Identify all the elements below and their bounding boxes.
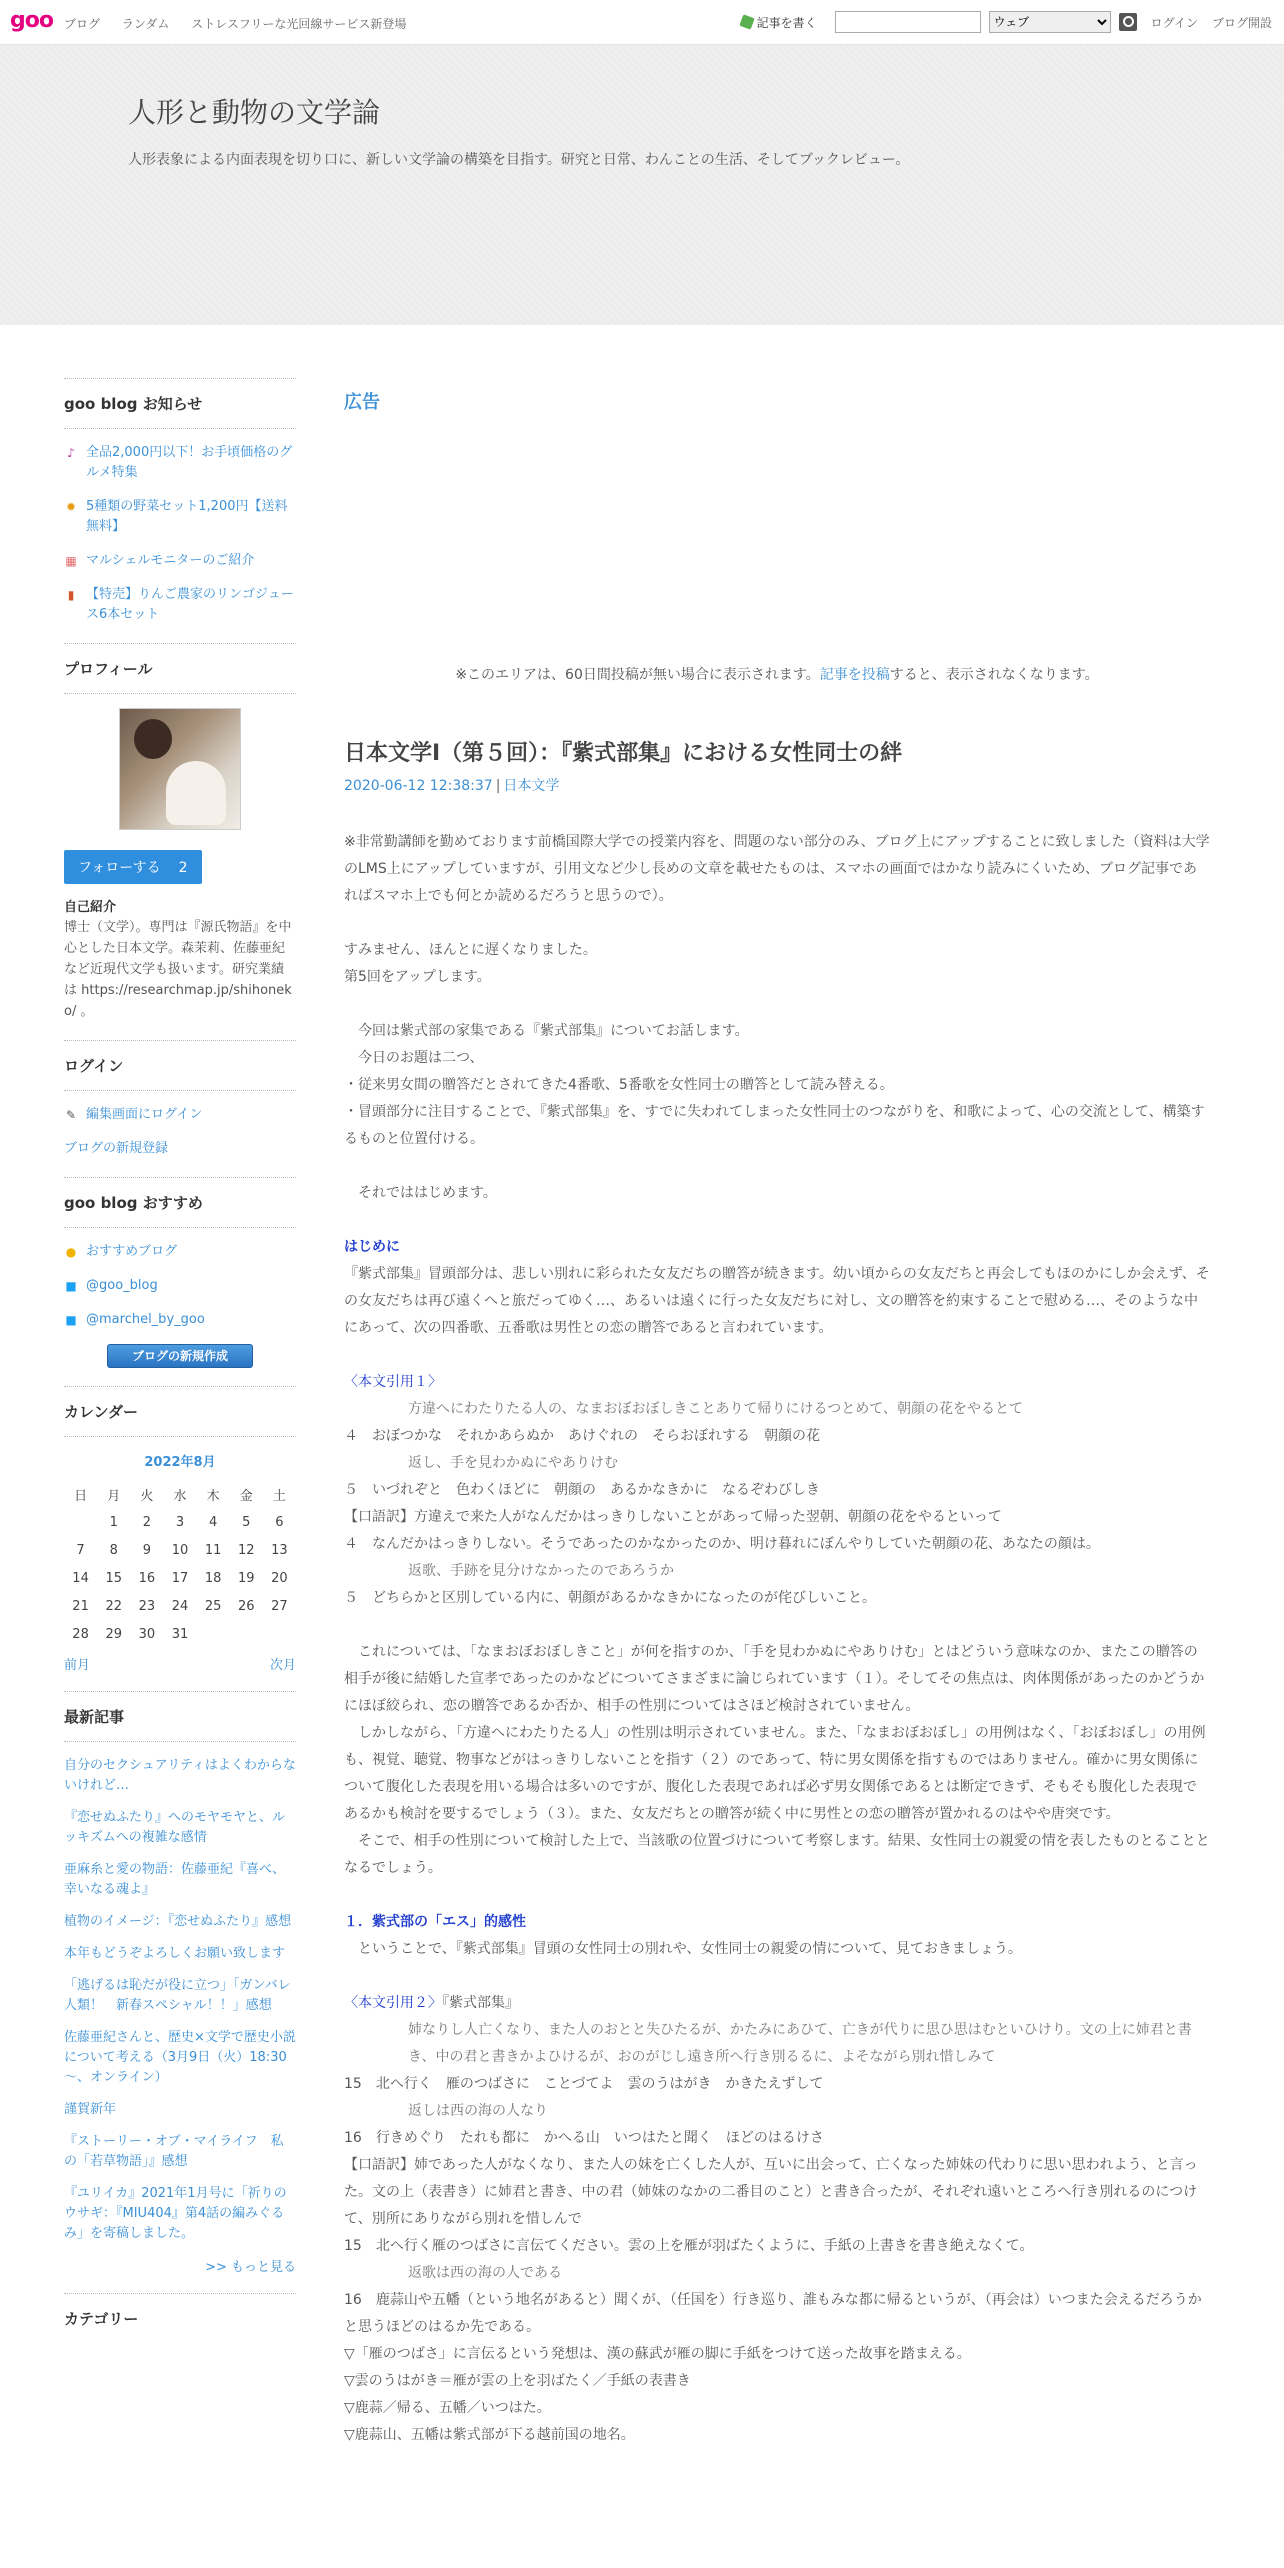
calendar-day (64, 1508, 97, 1536)
calendar-day: 16 (138, 1570, 156, 1586)
calendar-day: 17 (171, 1570, 189, 1586)
post-title[interactable]: 日本文学Ⅰ（第５回）：『紫式部集』における女性同士の絆 (344, 741, 903, 766)
main-content (344, 378, 1210, 2449)
paragraph-gap (344, 1882, 1210, 1909)
notice-item[interactable] (64, 585, 296, 625)
nav-random[interactable]: ランダム (121, 17, 170, 31)
top-bar (0, 0, 1284, 45)
calendar-day (230, 1620, 263, 1648)
login-edit-item[interactable] (64, 1105, 296, 1125)
kotobagaki-line: 返歌、手跡を見分けなかったのであろうか (408, 1563, 674, 1579)
body-paragraph: 今日のお題は二つ、 (344, 1050, 484, 1066)
calendar-day: 15 (105, 1570, 122, 1586)
intro-text: 博士（文学）。専門は『源氏物語』を中心とした日本文学。森茉莉、佐藤亜紀など近現代文学も扱います。研究業績は https://researchmap.jp/shihoneko/ 。 (64, 920, 292, 1019)
weekday: 月 (107, 1488, 121, 1504)
body-paragraph: 16 鹿蒜山や五幡（という地名があると）聞くが、（任国を）行き巡り、誰もみな都に帰るというが、（再会は）いつまた会えるだろうかと思うほどのはるか先である。 (344, 2292, 1202, 2335)
search-icon[interactable] (1119, 13, 1137, 31)
body-paragraph: 今回は紫式部の家集である『紫式部集』についてお話します。 (344, 1023, 749, 1039)
weekday: 金 (239, 1488, 253, 1504)
body-paragraph: ▽「雁のつばさ」に言伝るという発想は、漢の蘇武が雁の脚に手紙をつけて送った故事を踏まえる。 (344, 2346, 971, 2362)
recent-article-link[interactable]: 自分のセクシュアリティはよくわからないけれど… (64, 1758, 296, 1793)
write-article-link[interactable] (741, 14, 817, 31)
music-note-icon: ♪ (67, 446, 75, 460)
lightbulb-icon: ● (65, 1245, 77, 1259)
calendar-day (263, 1620, 296, 1648)
notice-item[interactable] (64, 497, 296, 537)
quote-label: 〈本文引用１〉 (344, 1374, 442, 1390)
recent-article-link[interactable]: 植物のイメージ：『恋せぬふたり』感想 (64, 1914, 292, 1929)
recommend-item[interactable] (64, 1310, 296, 1330)
body-paragraph: すみません、ほんとに遅くなりました。 (344, 942, 597, 958)
goo-logo[interactable]: goo (10, 8, 53, 33)
nav-blog[interactable]: ブログ (64, 17, 101, 31)
calendar-day: 25 (204, 1598, 222, 1614)
blog-description: 人形表象による内面表現を切り口に、新しい文学論の構築を目指す。研究と日常、わんことの生活、そしてブックレビュー。 (128, 152, 910, 168)
body-paragraph: ※非常勤講師を勤めております前橋国際大学での授業内容を、問題のない部分のみ、ブログ上にアップすることに致しました（資料は大学のLMS上にアップしていますが、引用文など少し長めの文章を載せたものは、スマホの画面ではかなり読みにくいため、ブログ記事であればスマホ上でも何とか読めるだろうと思うので）。 (344, 834, 1210, 904)
body-paragraph: それでははじめます。 (344, 1185, 497, 1201)
login-section (64, 1040, 296, 1159)
login-edit-link[interactable]: 編集画面にログイン (86, 1107, 203, 1122)
calendar-day: 19 (238, 1570, 255, 1586)
recent-article-link[interactable]: 謹賀新年 (64, 2102, 117, 2117)
paragraph-gap (344, 1963, 1210, 1990)
twitter-icon: ■ (65, 1279, 77, 1293)
quote-label-line (344, 1990, 1210, 2017)
body-paragraph: 【口語訳】姉であった人がなくなり、また人の妹を亡くした人が、互いに出会って、亡くなった姉妹の代わりに思い思われよう、と言った。文の上（表書き）に姉君と書き、中の君（姉妹のなかの二番目のこと）と書き合ったが、それぞれ遠いところへ行き別れるのにつけて、別所にありながら別れを惜しんで (344, 2157, 1198, 2227)
calendar-day: 6 (275, 1514, 284, 1530)
calendar-day: 7 (76, 1542, 85, 1558)
notice-link[interactable]: 5種類の野菜セット1,200円【送料無料】 (86, 499, 288, 534)
recent-article-link[interactable]: 「逃げるは恥だが役に立つ」「ガンバレ人類！ 新春スペシャル！！」感想 (64, 1978, 291, 2013)
follow-label: フォローする (78, 860, 161, 876)
marche-icon: ▦ (65, 554, 77, 568)
post-category[interactable]: 日本文学 (503, 778, 560, 794)
kotobagaki-line: 返しは西の海の人なり (408, 2103, 548, 2119)
juice-icon: ▮ (67, 588, 75, 602)
new-registration-link[interactable]: ブログの新規登録 (64, 1141, 169, 1156)
paragraph-gap (344, 1153, 1210, 1180)
post-meta (344, 775, 1210, 795)
calendar-day: 5 (242, 1514, 251, 1530)
notice-section (64, 378, 296, 625)
body-paragraph: 【口語訳】方違えで来た人がなんだかはっきりしないことがあって帰った翌朝、朝顔の花をやるといって (344, 1509, 1002, 1525)
body-paragraph: ▽鹿蒜山、五幡は紫式部が下る越前国の地名。 (344, 2427, 635, 2443)
profile-section (64, 643, 296, 1022)
top-nav (64, 15, 424, 32)
calendar-day: 18 (204, 1570, 222, 1586)
recent-article-link[interactable]: 佐藤亜紀さんと、歴史×文学で歴史小説について考える（3月9日（火）18:30～、オンライン） (64, 2030, 296, 2085)
more-articles-link[interactable]: >> もっと見る (205, 2260, 296, 2275)
calendar-day: 4 (208, 1514, 218, 1530)
notice-link[interactable]: 全品2,000円以下！お手頃価格のグルメ特集 (86, 445, 293, 480)
follow-button[interactable] (64, 850, 202, 884)
body-paragraph: 『紫式部集』冒頭部分は、悲しい別れに彩られた女友だちの贈答が続きます。幼い頃からの女友だちと再会してもほのかにしか会えず、その女友だちは再び遠くへと旅だってゆく…、あるいは遠くに行った女友だちに対し、文の贈答を約束することで慰める…、そのような中にあって、次の四番歌、五番歌は男性との恋の贈答であると言われています。 (344, 1266, 1210, 1336)
notice-title: goo blog お知らせ (64, 393, 296, 429)
profile-title: プロフィール (64, 658, 296, 694)
recent-article-link[interactable]: 本年もどうぞよろしくお願い致します (64, 1946, 286, 1961)
paragraph-gap (344, 910, 1210, 937)
ad-area (344, 414, 1210, 664)
new-blog-button[interactable]: ブログの新規作成 (107, 1344, 253, 1368)
ad-note (344, 664, 1210, 684)
notice-item[interactable] (64, 443, 296, 483)
recent-article-link[interactable]: 『ストーリー・オブ・マイライフ 私の「若草物語」』感想 (64, 2134, 284, 2169)
recommend-blog-link[interactable]: おすすめブログ (86, 1244, 178, 1259)
calendar-day: 12 (238, 1542, 255, 1558)
recent-section (64, 1691, 296, 2275)
ad-note-before: ※このエリアは、60日間投稿が無い場合に表示されます。 (455, 667, 820, 683)
body-paragraph: ４ なんだかはっきりしない。そうであったのかなかったのか、明け暮れにぼんやりしていた朝顔の花、あなたの顔は。 (344, 1536, 1100, 1552)
body-paragraph: これについては、「なまおぼおぼしきこと」が何を指すのか、「手を見わかぬにやありけむ」とはどういう意味なのか、またこの贈答の相手が後に結婚した宣孝であったのかなどについてさまざまに論じられています（１）。そしてその焦点は、肉体関係があったのかどうかにほぼ絞られ、恋の贈答であるか否か、相手の性別についてはさほど検討されていません。 (344, 1644, 1205, 1714)
body-paragraph: しかしながら、「方違へにわたりたる人」の性別は明示されていません。また、「なまおぼおぼし」の用例はなく、「おぼおぼし」の用例も、視覚、聴覚、物事などがはっきりしないことを指す（２）のであって、特に男女関係を指すものではありません。確かに男女関係について腹化した表現を用いる場合は多いのですが、腹化した表現であれば必ず男女関係であるとは断定できず、そもそも腹化した表現であるかも検討を要するでしょう（３）。また、女友だちとの贈答が続く中に男性との恋の贈答が置かれるのはやや唐突です。 (344, 1725, 1206, 1822)
marchel-twitter-link[interactable]: @marchel_by_goo (86, 1312, 205, 1327)
prev-month-link[interactable]: 前月 (64, 1658, 91, 1673)
weekday: 土 (272, 1488, 286, 1504)
calendar-month: 2022年8月 (144, 1455, 216, 1470)
recent-article-link[interactable]: 『恋せぬふたり』へのモヤモヤと、ルッキズムへの複雑な感情 (64, 1810, 286, 1845)
quote-label: 〈本文引用２〉 (344, 1995, 442, 2011)
body-paragraph: 15 北へ行く雁のつばさに言伝てください。雲の上を雁が羽ばたくように、手紙の上書きを書き絶えなくて。 (344, 2238, 1034, 2254)
search-input[interactable] (835, 11, 981, 33)
write-article-label: 記事を書く (756, 15, 817, 30)
calendar-day: 21 (72, 1598, 89, 1614)
calendar-day: 1 (109, 1514, 118, 1530)
follow-count: 2 (178, 860, 188, 876)
calendar-day: 30 (138, 1626, 156, 1642)
recent-article-link[interactable]: 『ユリイカ』2021年1月号に「祈りのウサギ：『MIU404』第4話の編みぐるみ」を寄稿しました。 (64, 2186, 287, 2241)
calendar-day: 8 (109, 1542, 118, 1558)
calendar-day: 31 (171, 1626, 189, 1642)
login-new-item[interactable] (64, 1139, 296, 1159)
category-title: カテゴリー (64, 2310, 139, 2328)
nav-promo[interactable]: ストレスフリーな光回線サービス新登場 (191, 17, 407, 31)
recommend-section (64, 1177, 296, 1368)
body-paragraph: ４ おぼつかな それかあらぬか あけぐれの そらおぼれする 朝顔の花 (344, 1428, 820, 1444)
body-paragraph: ・従来男女間の贈答だとされてきた4番歌、5番歌を女性同士の贈答として読み替える。 (344, 1077, 894, 1093)
twitter-icon: ■ (65, 1313, 77, 1327)
calendar-nav (64, 1654, 296, 1673)
weekday: 水 (173, 1488, 187, 1504)
body-paragraph: 15 北へ行く 雁のつばさに ことづてよ 雲のうはがき かきたえずして (344, 2076, 824, 2092)
calendar-day: 20 (271, 1570, 288, 1586)
paragraph-gap (344, 1612, 1210, 1639)
kotobagaki-line: 返し、手を見わかぬにやありけむ (408, 1455, 618, 1471)
sidebar (64, 378, 296, 2361)
body-paragraph: ▽鹿蒜／帰る、五幡／いつはた。 (344, 2400, 551, 2416)
weekday: 火 (140, 1488, 154, 1504)
notice-link[interactable]: 【特売】りんご農家のリンゴジュース6本セット (86, 587, 294, 622)
pencil-icon: ✎ (65, 1108, 77, 1122)
blog-header (0, 45, 1284, 325)
calendar-day: 26 (238, 1598, 255, 1614)
recent-article-link[interactable]: 亜麻糸と愛の物語：佐藤亜紀『喜べ、幸いなる魂よ』 (64, 1862, 286, 1897)
intro-heading: 自己紹介 (64, 900, 117, 915)
login-link[interactable]: ログイン (1150, 15, 1198, 30)
login-title: ログイン (64, 1055, 296, 1091)
recommend-item[interactable] (64, 1242, 296, 1262)
weekday: 木 (206, 1488, 220, 1504)
post-body (344, 829, 1210, 2449)
body-paragraph: ５ どちらかと区別している内に、朝顔があるかなきかになったのが侘びしいこと。 (344, 1590, 876, 1606)
goo-blog-twitter-link[interactable]: @goo_blog (86, 1278, 158, 1293)
calendar-day: 29 (105, 1626, 122, 1642)
pencil-icon (739, 14, 754, 29)
recommend-item[interactable] (64, 1276, 296, 1296)
search-scope-select[interactable] (989, 11, 1111, 33)
paragraph-gap (344, 1207, 1210, 1234)
weekday: 日 (74, 1488, 88, 1504)
recent-title: 最新記事 (64, 1706, 296, 1742)
next-month-link[interactable]: 次月 (269, 1658, 296, 1673)
category-section (64, 2293, 296, 2343)
calendar-day: 9 (142, 1542, 151, 1558)
kotobagaki-line: 返歌は西の海の人である (408, 2265, 562, 2281)
post-article-link[interactable]: 記事を投稿 (819, 667, 890, 683)
kotobagaki-line: 方違へにわたりたる人の、なまおぼおぼしきことありて帰りにけるつとめて、朝顔の花をやるとて (408, 1401, 1024, 1417)
profile-avatar[interactable] (119, 708, 241, 830)
section-heading: はじめに (344, 1239, 400, 1255)
calendar-day: 23 (138, 1598, 156, 1614)
calendar-day (197, 1620, 230, 1648)
quote-source: 『紫式部集』 (442, 1995, 519, 2011)
body-paragraph: ▽雲のうはがき＝雁が雲の上を羽ばたく／手紙の表書き (344, 2373, 691, 2389)
calendar-day: 10 (171, 1542, 189, 1558)
calendar-day: 27 (271, 1598, 288, 1614)
open-blog-link[interactable]: ブログ開設 (1211, 15, 1272, 30)
calendar-day: 24 (171, 1598, 189, 1614)
top-bar-right (741, 11, 1272, 33)
vegetable-icon: ✹ (65, 500, 77, 514)
post-date[interactable]: 2020-06-12 12:38:37 (344, 778, 493, 794)
ad-note-after: すると、表示されなくなります。 (889, 667, 1099, 683)
calendar-section (64, 1386, 296, 1673)
paragraph-gap (344, 991, 1210, 1018)
calendar-day: 22 (105, 1598, 122, 1614)
section-heading: １．紫式部の「エス」的感性 (344, 1914, 526, 1930)
body-paragraph: 16 行きめぐり たれも都に かへる山 いつはたと聞く ほどのはるけさ (344, 2130, 824, 2146)
calendar-day: 28 (72, 1626, 89, 1642)
body-paragraph: ということで、『紫式部集』冒頭の女性同士の別れや、女性同士の親愛の情について、見ておきましょう。 (344, 1941, 1022, 1957)
notice-item[interactable] (64, 551, 296, 571)
ad-title: 広告 (344, 392, 380, 413)
blog-title[interactable]: 人形と動物の文学論 (128, 96, 381, 129)
body-paragraph: 第5回をアップします。 (344, 969, 491, 985)
calendar-day: 2 (142, 1514, 151, 1530)
body-paragraph: ・冒頭部分に注目することで、『紫式部集』を、すでに失われてしまった女性同士のつながりを、和歌によって、心の交流として、構築するものと位置付ける。 (344, 1104, 1205, 1147)
recommend-title: goo blog おすすめ (64, 1192, 296, 1228)
calendar-table (64, 1451, 296, 1648)
kotobagaki-line: 姉なりし人亡くなり、また人のおとと失ひたるが、かたみにあひて、亡きが代りに思ひ思はむといひけり。文の上に姉君と書き、中の君と書きかよひけるが、おのがじし遠き所へ行き別るるに、よそながら別れ惜しみて (408, 2022, 1192, 2065)
paragraph-gap (344, 1342, 1210, 1369)
calendar-day: 14 (72, 1570, 89, 1586)
body-paragraph: そこで、相手の性別について検討した上で、当該歌の位置づけについて考察します。結果、女性同士の親愛の情を表したものとることとなるでしょう。 (344, 1833, 1210, 1876)
body-paragraph: ５ いづれぞと 色わくほどに 朝顔の あるかなきかに なるぞわびしき (344, 1482, 820, 1498)
meta-separator: | (495, 778, 501, 794)
calendar-title: カレンダー (64, 1401, 296, 1437)
calendar-day: 13 (271, 1542, 288, 1558)
calendar-day: 3 (175, 1514, 185, 1530)
calendar-day: 11 (204, 1542, 222, 1558)
notice-link[interactable]: マルシェルモニターのご紹介 (86, 553, 255, 568)
